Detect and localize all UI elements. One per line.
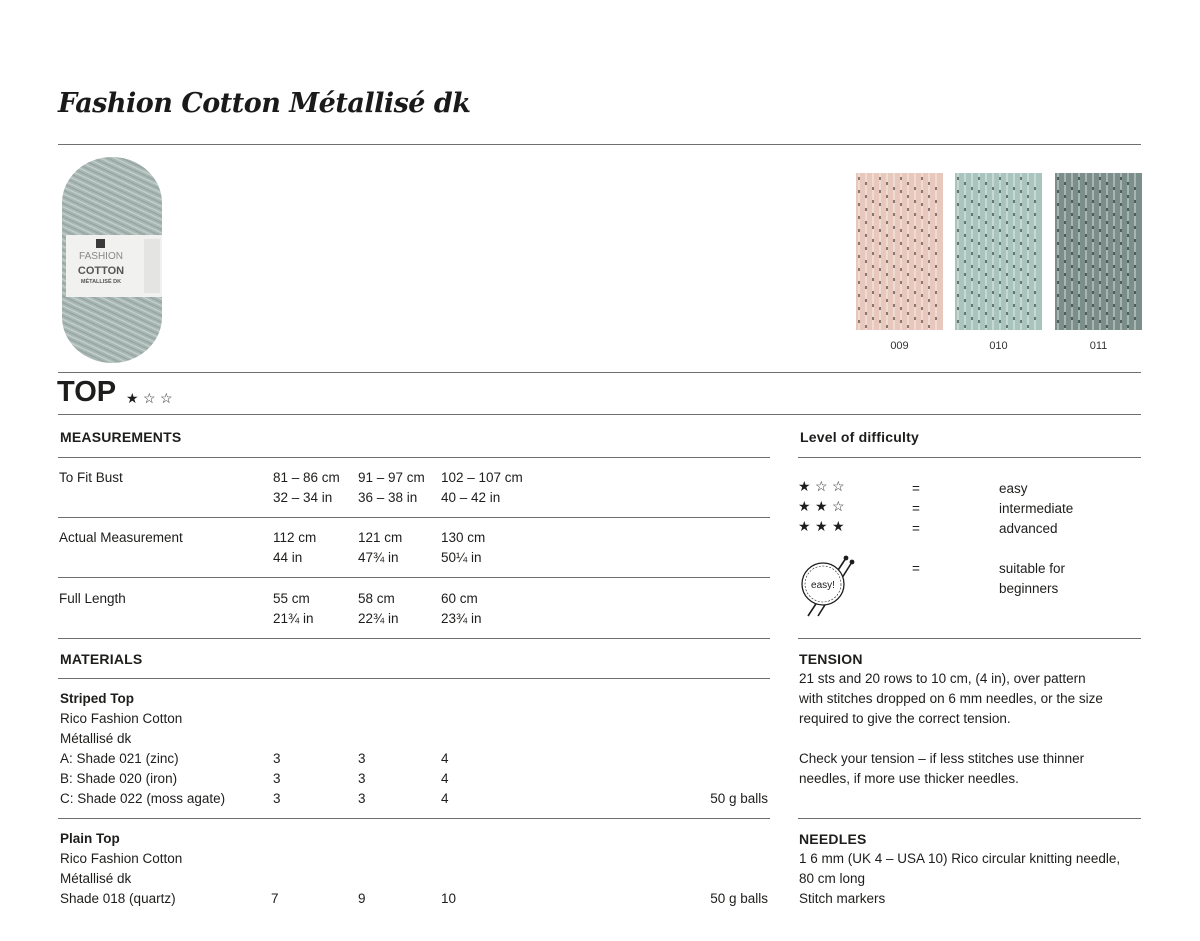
shade-qty: 9 [358, 891, 366, 906]
star-icon: ★ [126, 390, 139, 406]
shade-qty: 3 [358, 791, 366, 806]
difficulty-row [798, 479, 849, 499]
measurement-label: To Fit Bust [59, 470, 123, 485]
yarn-name: Rico Fashion Cotton [60, 711, 183, 726]
yarn-label-line2: COTTON [77, 265, 125, 277]
yarn-name: Rico Fashion Cotton [60, 851, 183, 866]
swatch-code: 011 [1089, 340, 1108, 352]
star-rating [798, 479, 849, 494]
equals-sign: = [912, 561, 920, 576]
measurement-value: 50¼ in [441, 550, 482, 565]
unit-label: 50 g balls [710, 891, 768, 906]
shade-qty: 3 [358, 751, 366, 766]
shade-qty: 3 [273, 791, 281, 806]
brand-title: Fashion Cotton Métallisé dk [58, 88, 471, 119]
measurement-value: 60 cm [441, 591, 478, 606]
easy-badge-text: easy! [811, 580, 835, 591]
measurement-value: 36 – 38 in [358, 490, 418, 505]
tension-text: required to give the correct tension. [799, 711, 1011, 726]
difficulty-heading: Level of difficulty [800, 429, 919, 445]
swatch-code: 009 [890, 340, 909, 352]
star-icon: ★ [798, 518, 811, 534]
measurement-value: 32 – 34 in [273, 490, 333, 505]
measurement-value: 47¾ in [358, 550, 399, 565]
measurement-value: 102 – 107 cm [441, 470, 523, 485]
yarn-ball-image [56, 155, 168, 365]
measurement-value: 22¾ in [358, 611, 399, 626]
beginner-label: beginners [999, 581, 1059, 596]
star-icon: ☆ [832, 478, 845, 494]
measurement-value: 91 – 97 cm [358, 470, 425, 485]
star-icon: ★ [815, 498, 828, 514]
equals-sign: = [912, 501, 920, 516]
star-icon: ★ [832, 518, 845, 534]
striped-top-title: Striped Top [60, 691, 134, 706]
difficulty-label: advanced [999, 521, 1058, 536]
tension-text: needles, if more use thicker needles. [799, 771, 1019, 786]
needles-text: 80 cm long [799, 871, 866, 886]
measurement-value: 112 cm [273, 530, 317, 545]
divider [58, 144, 1141, 145]
yarn-label-line3: MÉTALLISÉ DK [80, 279, 122, 285]
tension-text: Check your tension – if less stitches use thinner [799, 751, 1085, 766]
divider [798, 818, 1141, 819]
divider [58, 638, 770, 639]
page-title: TOP [57, 376, 117, 408]
star-rating [798, 499, 849, 514]
divider [58, 818, 770, 819]
color-swatch [1055, 173, 1142, 330]
measurement-value: 44 in [273, 550, 303, 565]
needles-heading: NEEDLES [799, 831, 867, 847]
difficulty-rating [126, 390, 177, 408]
divider [58, 457, 770, 458]
shade-qty: 3 [273, 751, 281, 766]
shade-label: C: Shade 022 (moss agate) [60, 791, 226, 806]
tension-heading: TENSION [799, 651, 863, 667]
shade-qty: 4 [441, 771, 449, 786]
star-icon: ★ [798, 478, 811, 494]
star-icon: ☆ [143, 390, 156, 406]
plain-top-title: Plain Top [60, 831, 120, 846]
measurement-value: 55 cm [273, 591, 310, 606]
divider [58, 517, 770, 518]
difficulty-label: easy [999, 481, 1028, 496]
shade-label: B: Shade 020 (iron) [60, 771, 178, 786]
shade-qty: 4 [441, 791, 449, 806]
yarn-name: Métallisé dk [60, 731, 132, 746]
needles-text: 1 6 mm (UK 4 – USA 10) Rico circular knitting needle, [799, 851, 1121, 866]
equals-sign: = [912, 521, 920, 536]
measurement-value: 121 cm [358, 530, 403, 545]
tension-text: 21 sts and 20 rows to 10 cm, (4 in), over pattern [799, 671, 1086, 686]
measurement-value: 58 cm [358, 591, 395, 606]
divider [58, 577, 770, 578]
measurement-label: Actual Measurement [59, 530, 183, 545]
measurement-value: 130 cm [441, 530, 486, 545]
star-icon: ☆ [815, 478, 828, 494]
needles-text: Stitch markers [799, 891, 886, 906]
unit-label: 50 g balls [710, 791, 768, 806]
materials-heading: MATERIALS [60, 651, 143, 667]
divider [58, 414, 1141, 415]
shade-label: A: Shade 021 (zinc) [60, 751, 179, 766]
yarn-label-line1: FASHION [79, 251, 123, 262]
difficulty-row [798, 519, 849, 539]
shade-qty: 3 [358, 771, 366, 786]
yarn-name: Métallisé dk [60, 871, 132, 886]
color-swatch [955, 173, 1042, 330]
measurement-value: 23¾ in [441, 611, 482, 626]
equals-sign: = [912, 481, 920, 496]
measurement-value: 40 – 42 in [441, 490, 501, 505]
swatch-code: 010 [989, 340, 1008, 352]
shade-label: Shade 018 (quartz) [60, 891, 176, 906]
divider [798, 638, 1141, 639]
measurement-value: 21¾ in [273, 611, 314, 626]
divider [58, 372, 1141, 373]
difficulty-label: intermediate [999, 501, 1074, 516]
star-rating [798, 519, 849, 534]
shade-qty: 4 [441, 751, 449, 766]
star-icon: ☆ [160, 390, 173, 406]
divider [58, 678, 770, 679]
shade-qty: 3 [273, 771, 281, 786]
beginner-label: suitable for [999, 561, 1066, 576]
star-icon: ★ [798, 498, 811, 514]
star-icon: ★ [815, 518, 828, 534]
measurement-label: Full Length [59, 591, 126, 606]
color-swatch [856, 173, 943, 330]
shade-qty: 10 [441, 891, 457, 906]
tension-text: with stitches dropped on 6 mm needles, or the size [799, 691, 1103, 706]
star-icon: ☆ [832, 498, 845, 514]
divider [798, 457, 1141, 458]
measurements-heading: MEASUREMENTS [60, 429, 182, 445]
shade-qty: 7 [271, 891, 279, 906]
easy-needles-icon [796, 552, 858, 622]
measurement-value: 81 – 86 cm [273, 470, 340, 485]
difficulty-row [798, 499, 849, 519]
